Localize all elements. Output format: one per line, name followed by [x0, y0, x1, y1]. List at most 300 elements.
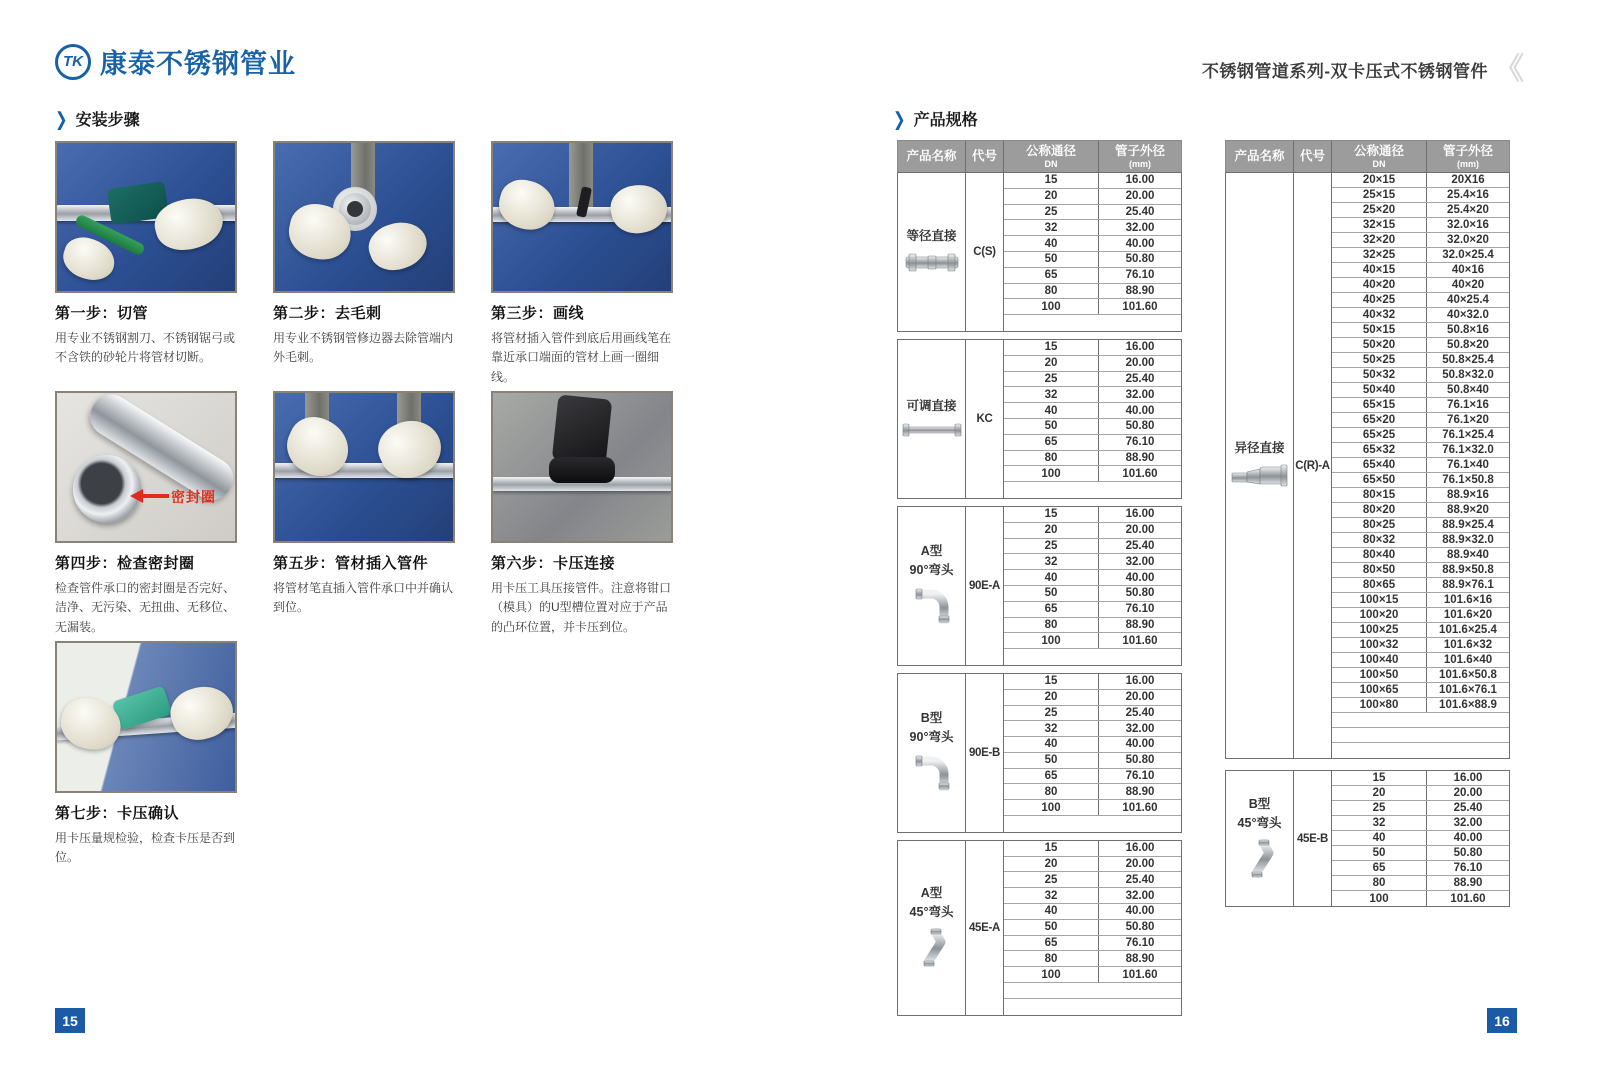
spec-row [1004, 284, 1181, 300]
dn-value: 25×20 [1332, 203, 1427, 217]
header-product-label: 产品名称 [1234, 149, 1285, 164]
header-dn-label: 公称通径 [1025, 144, 1076, 159]
page-number-left: 15 [55, 1008, 85, 1033]
od-value: 76.1×50.8 [1442, 474, 1494, 486]
spec-row [1332, 368, 1509, 383]
spec-row [1004, 920, 1181, 936]
spec-row [1004, 173, 1181, 189]
dn-value: 40×20 [1332, 278, 1427, 292]
installation-steps-grid [55, 141, 710, 891]
spec-row [1004, 721, 1181, 737]
spec-row [1004, 674, 1181, 690]
step-photo-5 [273, 391, 455, 543]
dn-value: 100×15 [1332, 593, 1427, 607]
spec-row [1004, 753, 1181, 769]
od-value: 40×20 [1451, 279, 1485, 291]
section-title-text: 安装步骤 [75, 112, 140, 129]
od-value: 50.80 [1125, 420, 1155, 433]
od-value: 88.9×50.8 [1442, 564, 1494, 576]
dn-value: 40 [1332, 831, 1427, 845]
dn-value: 40 [1004, 236, 1099, 251]
od-value: 101.6×88.9 [1439, 699, 1497, 711]
od-value: 25.40 [1125, 205, 1155, 218]
spec-tables-right-column [1225, 140, 1510, 918]
spec-block-C(R)-A [1225, 173, 1510, 759]
company-logo [55, 42, 296, 81]
od-value: 76.10 [1125, 269, 1155, 282]
od-value: 25.4×20 [1447, 204, 1489, 216]
dn-value: 50×32 [1332, 368, 1427, 382]
dn-value: 80 [1332, 876, 1427, 890]
dn-value: 20×15 [1332, 173, 1427, 187]
dn-value: 65 [1004, 435, 1099, 450]
dn-value: 100×25 [1332, 623, 1427, 637]
spec-row [1004, 951, 1181, 967]
od-value: 76.1×40 [1447, 459, 1489, 471]
dn-value: 100×20 [1332, 608, 1427, 622]
spec-row [1332, 533, 1509, 548]
coupling-fitting-icon [902, 251, 962, 276]
od-value: 101.6×40 [1443, 654, 1493, 666]
od-value: 101.60 [1122, 634, 1158, 647]
step-description: 将管材笔直插入管件承口中并确认到位。 [273, 581, 454, 615]
press-tool-body [552, 394, 613, 465]
spec-row [1332, 233, 1509, 248]
spec-table-header [1225, 140, 1510, 173]
spec-row [1332, 428, 1509, 443]
od-value: 50.8×32.0 [1442, 369, 1494, 381]
installation-steps-heading [55, 107, 140, 130]
spec-table-header [897, 140, 1182, 173]
dn-value: 15 [1004, 674, 1099, 689]
od-value: 16.00 [1125, 675, 1155, 688]
od-value: 25.40 [1125, 873, 1155, 886]
spec-rows [1332, 173, 1509, 758]
spec-row [1332, 263, 1509, 278]
step-card-2 [273, 141, 455, 391]
step-description: 将管材插入管件到底后用画线笔在靠近承口端面的管材上画一圈细线。 [491, 331, 672, 384]
product-code: C(S) [966, 173, 1004, 331]
spec-rows [1004, 340, 1181, 498]
od-value: 32.00 [1125, 722, 1155, 735]
od-value: 40.00 [1453, 832, 1483, 844]
adjustable-fitting-icon [902, 421, 962, 440]
dn-value: 20 [1004, 356, 1099, 371]
header-code [1294, 141, 1332, 172]
spec-row [1004, 539, 1181, 555]
header-od-label: 管子外径 [1114, 144, 1165, 159]
header-od-label: 管子外径 [1442, 144, 1493, 159]
spec-row [1004, 904, 1181, 920]
od-value: 50.8×25.4 [1442, 354, 1494, 366]
od-value: 76.1×16 [1447, 399, 1489, 411]
dn-value: 80 [1004, 784, 1099, 799]
spec-row [1004, 403, 1181, 419]
step-photo-4 [55, 391, 237, 543]
spec-row [1004, 769, 1181, 785]
od-value: 88.9×16 [1447, 489, 1489, 501]
dn-value: 15 [1004, 340, 1099, 355]
dn-value: 80×50 [1332, 563, 1427, 577]
step-card-6 [491, 391, 673, 641]
od-value: 88.90 [1125, 785, 1155, 798]
dn-value: 80×25 [1332, 518, 1427, 532]
od-value: 101.60 [1122, 300, 1158, 313]
product-code: 45E-A [966, 841, 1004, 1015]
dn-value: 40 [1004, 904, 1099, 919]
spec-row-empty [1004, 315, 1181, 331]
spec-row [1332, 488, 1509, 503]
od-value: 40.00 [1125, 571, 1155, 584]
step-description: 用卡压量规检验，检查卡压是否到位。 [55, 831, 236, 865]
dn-value: 32×15 [1332, 218, 1427, 232]
od-value: 32.00 [1125, 221, 1155, 234]
step-card-5 [273, 391, 455, 641]
spec-row-empty [1004, 482, 1181, 498]
dn-value: 50×20 [1332, 338, 1427, 352]
od-value: 50.8×20 [1447, 339, 1489, 351]
dn-value: 32 [1004, 554, 1099, 569]
reducer-fitting-icon [1230, 464, 1290, 491]
spec-row [1332, 623, 1509, 638]
step-photo-6 [491, 391, 673, 543]
spec-row [1004, 602, 1181, 618]
spec-row [1332, 653, 1509, 668]
elbow90-fitting-icon [912, 753, 952, 796]
dn-value: 20 [1004, 189, 1099, 204]
spec-row [1004, 236, 1181, 252]
od-value: 40.00 [1125, 738, 1155, 751]
spec-row [1332, 443, 1509, 458]
od-value: 50.8×16 [1447, 324, 1489, 336]
dn-value: 25 [1004, 205, 1099, 220]
spec-row [1332, 683, 1509, 698]
od-value: 88.9×20 [1447, 504, 1489, 516]
spec-row [1332, 891, 1509, 906]
od-value: 76.10 [1453, 862, 1483, 874]
dn-value: 100 [1004, 633, 1099, 648]
spec-row [1004, 888, 1181, 904]
glove-image [164, 679, 237, 748]
spec-row [1332, 846, 1509, 861]
product-name: 45°弯头 [909, 905, 954, 920]
od-value: 20.00 [1125, 357, 1155, 370]
product-cell [1226, 173, 1294, 758]
spec-row [1332, 563, 1509, 578]
spec-row [1004, 784, 1181, 800]
dn-value: 65 [1332, 861, 1427, 875]
od-value: 20X16 [1451, 174, 1485, 186]
od-value: 40.00 [1125, 905, 1155, 918]
glove-image [363, 214, 433, 277]
od-value: 50.80 [1125, 253, 1155, 266]
od-value: 88.90 [1125, 618, 1155, 631]
product-name: 异径直接 [1234, 441, 1285, 456]
step-title: 第一步：切管 [55, 305, 149, 322]
glove-image [493, 174, 560, 236]
od-value: 50.80 [1453, 847, 1483, 859]
spec-row [1004, 372, 1181, 388]
spec-block-C(S) [897, 173, 1182, 332]
step-description: 用卡压工具压接管件。注意将钳口（模具）的U型槽位置对应于产品的凸环位置，并卡压到位。 [491, 581, 672, 634]
spec-row [1332, 831, 1509, 846]
dn-value: 32 [1004, 220, 1099, 235]
dn-value: 100×50 [1332, 668, 1427, 682]
spec-row-empty [1004, 983, 1181, 999]
step-card-1 [55, 141, 237, 391]
spec-row [1004, 690, 1181, 706]
od-value: 32.00 [1125, 889, 1155, 902]
spec-row [1004, 967, 1181, 983]
dn-value: 65×32 [1332, 443, 1427, 457]
spec-row [1332, 188, 1509, 203]
spec-row [1004, 586, 1181, 602]
spec-row [1332, 203, 1509, 218]
spec-row [1332, 593, 1509, 608]
elbow90-fitting-icon [912, 586, 952, 629]
dn-value: 32 [1332, 816, 1427, 830]
spec-row [1004, 419, 1181, 435]
dn-value: 100 [1004, 466, 1099, 481]
spec-row [1004, 356, 1181, 372]
spec-row [1332, 473, 1509, 488]
product-code: C(R)-A [1294, 173, 1332, 758]
spec-row [1332, 218, 1509, 233]
od-value: 20.00 [1125, 858, 1155, 871]
elbow45-fitting-icon [912, 928, 952, 971]
dn-value: 25 [1332, 801, 1427, 815]
dn-value: 15 [1004, 507, 1099, 522]
spec-row [1332, 518, 1509, 533]
od-value: 50.80 [1125, 921, 1155, 934]
step-title: 第七步：卡压确认 [55, 805, 180, 822]
od-value: 16.00 [1125, 341, 1155, 354]
spec-row [1004, 435, 1181, 451]
od-value: 40×16 [1451, 264, 1485, 276]
product-cell [898, 841, 966, 1015]
od-value: 88.90 [1453, 877, 1483, 889]
od-value: 88.9×40 [1447, 549, 1489, 561]
od-value: 76.1×20 [1447, 414, 1489, 426]
product-code: KC [966, 340, 1004, 498]
dn-value: 32×20 [1332, 233, 1427, 247]
product-name: B型 [920, 710, 943, 725]
spec-row [1332, 353, 1509, 368]
od-value: 88.90 [1125, 284, 1155, 297]
dn-value: 65 [1004, 602, 1099, 617]
header-dn-label: 公称通径 [1353, 144, 1404, 159]
dn-value: 100×80 [1332, 698, 1427, 712]
product-name: 可调直接 [906, 398, 957, 413]
product-code: 90E-A [966, 507, 1004, 665]
product-spec-heading [893, 107, 978, 130]
product-name: 90°弯头 [909, 730, 954, 745]
dn-value: 25 [1004, 706, 1099, 721]
od-value: 76.1×32.0 [1442, 444, 1494, 456]
spec-row [1004, 189, 1181, 205]
spec-block-45E-A [897, 840, 1182, 1016]
step-description: 用专业不锈钢割刀、不锈钢锯弓或不含铁的砂轮片将管材切断。 [55, 331, 236, 365]
step-photo-3 [491, 141, 673, 293]
dn-value: 32 [1004, 387, 1099, 402]
step-photo-2 [273, 141, 455, 293]
od-value: 40.00 [1125, 404, 1155, 417]
spec-row [1332, 278, 1509, 293]
spec-block-90E-A [897, 506, 1182, 666]
spec-row-empty [1332, 743, 1509, 758]
od-value: 25.4×16 [1447, 189, 1489, 201]
elbow45-fitting-icon [1240, 839, 1280, 882]
dn-value: 25 [1004, 372, 1099, 387]
od-value: 76.10 [1125, 937, 1155, 950]
spec-row [1332, 816, 1509, 831]
dn-value: 100 [1332, 891, 1427, 906]
spec-row [1332, 293, 1509, 308]
series-title: 不锈钢管道系列-双卡压式不锈钢管件 [1201, 62, 1488, 81]
dn-value: 20 [1004, 857, 1099, 872]
dn-value: 50×25 [1332, 353, 1427, 367]
od-value: 76.1×25.4 [1442, 429, 1494, 441]
step-title: 第二步：去毛刺 [273, 305, 382, 322]
spec-row [1332, 248, 1509, 263]
dn-value: 80×65 [1332, 578, 1427, 592]
od-value: 25.40 [1125, 706, 1155, 719]
step-card-3 [491, 141, 673, 391]
header-product [898, 141, 966, 172]
header-product-label: 产品名称 [906, 149, 957, 164]
dn-value: 65 [1004, 936, 1099, 951]
spec-row [1004, 841, 1181, 857]
tool-bore [347, 201, 363, 217]
header-code-label: 代号 [1299, 149, 1325, 164]
spec-row [1004, 872, 1181, 888]
od-value: 16.00 [1125, 174, 1155, 187]
spec-row [1004, 387, 1181, 403]
spec-row [1332, 668, 1509, 683]
chevron-right-icon: ❯ [55, 108, 68, 130]
double-chevron-icon: 《 [1494, 53, 1524, 86]
dn-value: 50 [1004, 753, 1099, 768]
od-value: 101.6×16 [1443, 594, 1493, 606]
product-cell [898, 173, 966, 331]
spec-rows [1332, 771, 1509, 906]
dn-value: 25 [1004, 539, 1099, 554]
od-value: 32.0×25.4 [1442, 249, 1494, 261]
dn-value: 20 [1004, 523, 1099, 538]
spec-row [1004, 936, 1181, 952]
red-arrow-shaft [141, 494, 169, 498]
od-value: 101.6×50.8 [1439, 669, 1497, 681]
spec-row [1332, 458, 1509, 473]
spec-row [1332, 413, 1509, 428]
spec-row [1332, 308, 1509, 323]
product-name: A型 [920, 885, 943, 900]
dn-value: 80 [1004, 951, 1099, 966]
spec-row-empty [1004, 816, 1181, 832]
spec-row [1004, 800, 1181, 816]
dn-value: 65×25 [1332, 428, 1427, 442]
dn-value: 65×20 [1332, 413, 1427, 427]
spec-row [1332, 876, 1509, 891]
dn-value: 15 [1004, 173, 1099, 188]
header-product [1226, 141, 1294, 172]
product-cell [898, 507, 966, 665]
od-value: 88.9×25.4 [1442, 519, 1494, 531]
step-description: 用专业不锈钢管修边器去除管端内外毛刺。 [273, 331, 454, 365]
press-tool-jaw [549, 457, 615, 483]
dn-value: 20 [1004, 690, 1099, 705]
od-value: 40×32.0 [1447, 309, 1489, 321]
dn-value: 50 [1004, 419, 1099, 434]
spec-row [1004, 554, 1181, 570]
spec-row [1332, 698, 1509, 713]
header-dn-unit: DN [1372, 158, 1386, 169]
spec-row [1332, 338, 1509, 353]
od-value: 32.00 [1453, 817, 1483, 829]
dn-value: 40 [1004, 737, 1099, 752]
dn-value: 100×32 [1332, 638, 1427, 652]
od-value: 20.00 [1125, 190, 1155, 203]
od-value: 32.00 [1125, 388, 1155, 401]
od-value: 25.40 [1125, 539, 1155, 552]
dn-value: 50 [1004, 920, 1099, 935]
od-value: 40×25.4 [1447, 294, 1489, 306]
spec-row [1004, 220, 1181, 236]
od-value: 101.6×32 [1443, 639, 1493, 651]
spec-row [1332, 548, 1509, 563]
dn-value: 80×20 [1332, 503, 1427, 517]
dn-value: 80 [1004, 284, 1099, 299]
spec-row [1004, 340, 1181, 356]
od-value: 50.8×40 [1447, 384, 1489, 396]
spec-row [1004, 857, 1181, 873]
dn-value: 65 [1004, 268, 1099, 283]
od-value: 16.00 [1125, 842, 1155, 855]
dn-value: 65×50 [1332, 473, 1427, 487]
od-value: 50.80 [1125, 754, 1155, 767]
product-name: 45°弯头 [1237, 816, 1282, 830]
spec-row [1332, 578, 1509, 593]
spec-row [1004, 268, 1181, 284]
od-value: 101.60 [1122, 801, 1158, 814]
od-value: 20.00 [1125, 524, 1155, 537]
company-name: 康泰不锈钢管业 [100, 49, 296, 79]
dn-value: 65×15 [1332, 398, 1427, 412]
dn-value: 100 [1004, 800, 1099, 815]
spec-block-KC [897, 339, 1182, 499]
header-od-unit: (mm) [1129, 158, 1151, 169]
spec-row [1332, 786, 1509, 801]
dn-value: 40 [1004, 570, 1099, 585]
dn-value: 80×32 [1332, 533, 1427, 547]
dn-value: 80×15 [1332, 488, 1427, 502]
dn-value: 40 [1004, 403, 1099, 418]
spec-rows [1004, 841, 1181, 1015]
dn-value: 65 [1004, 769, 1099, 784]
dn-value: 40×32 [1332, 308, 1427, 322]
spec-rows [1004, 173, 1181, 331]
product-cell [898, 674, 966, 832]
dn-value: 25×15 [1332, 188, 1427, 202]
dn-value: 100×65 [1332, 683, 1427, 697]
od-value: 50.80 [1125, 587, 1155, 600]
spec-tables-left-column [897, 140, 1182, 1023]
product-name: A型 [920, 543, 943, 558]
spec-row-empty [1004, 999, 1181, 1015]
od-value: 88.90 [1125, 952, 1155, 965]
spec-row [1332, 383, 1509, 398]
spec-row [1004, 252, 1181, 268]
